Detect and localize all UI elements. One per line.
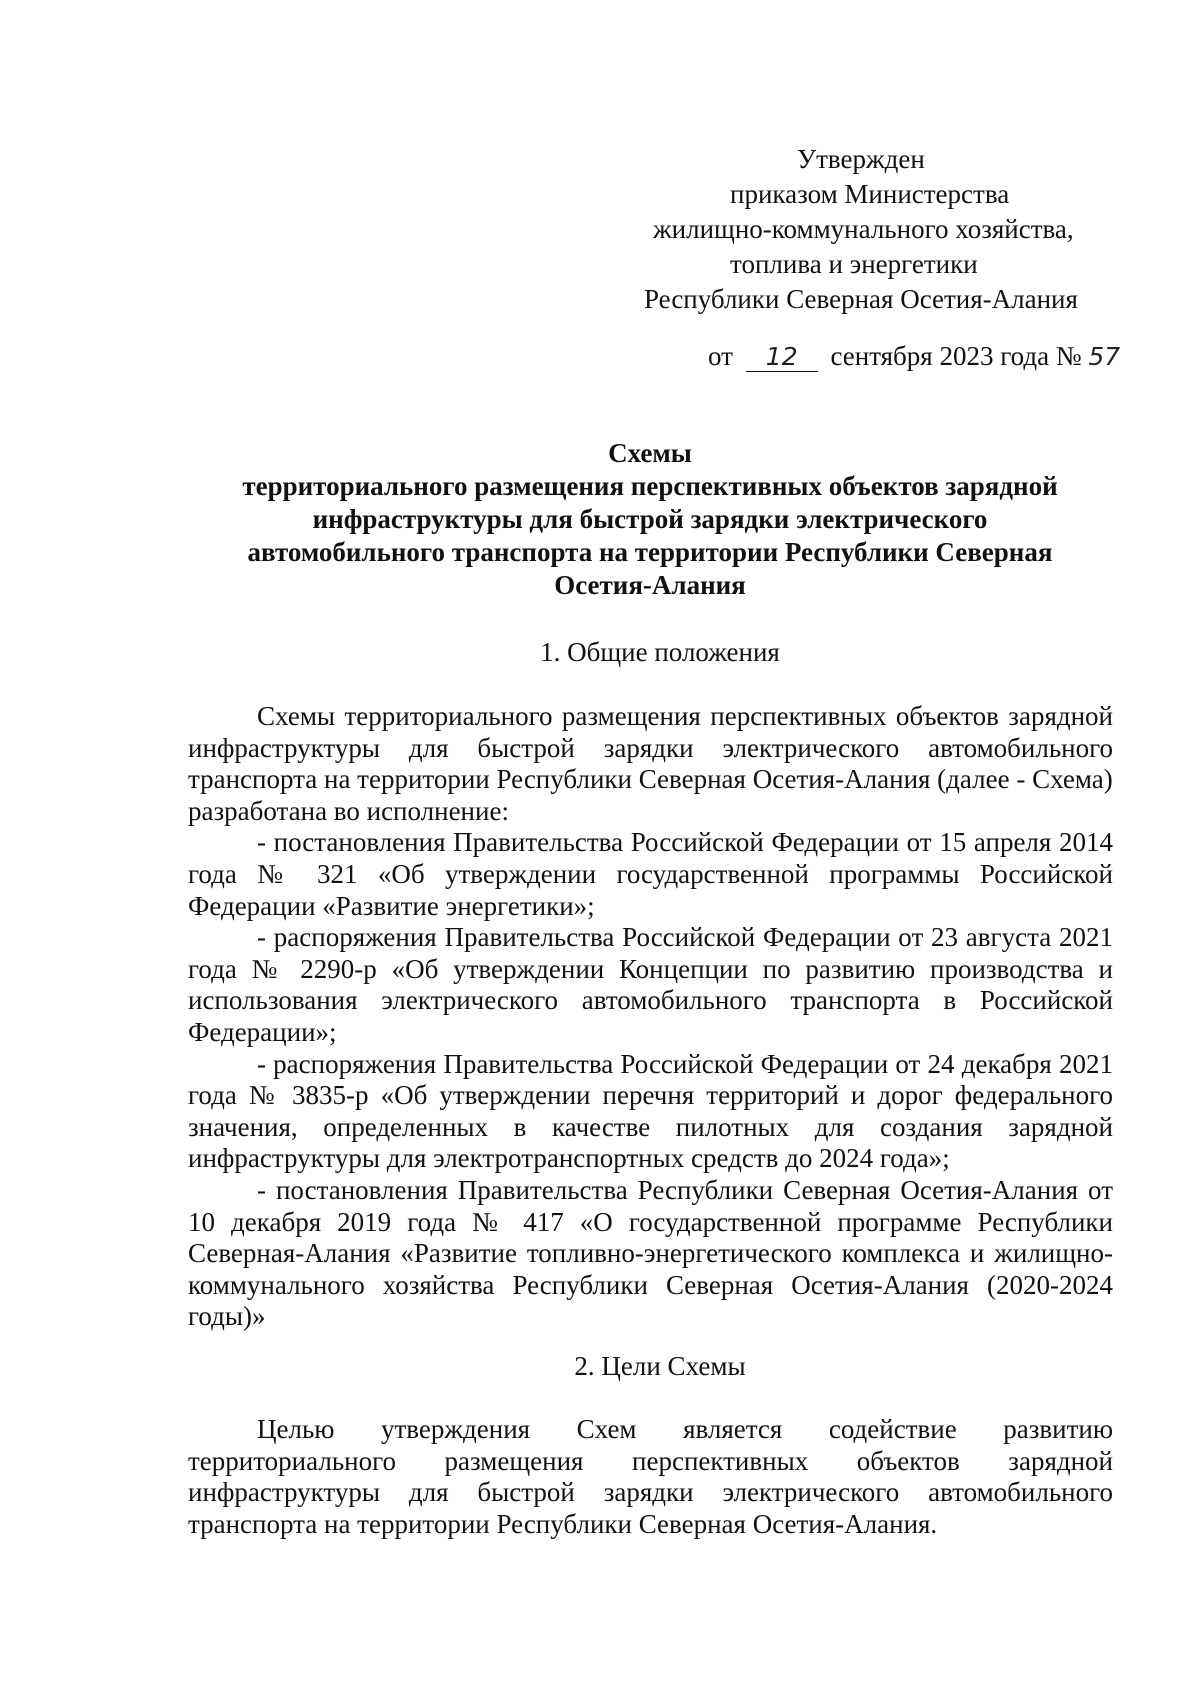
order-day-handwritten: 12 (765, 342, 798, 371)
order-prefix: от (708, 341, 733, 371)
paragraph: - постановления Правительства Российской Федерации от 15 апреля 2014 года № 321 «Об утверждении государственной программы Российской Федерации «Развитие энергетики»; (188, 827, 1113, 921)
paragraph: разработана во исполнение: (188, 795, 509, 826)
paragraph: Целью утверждения Схем является содействие развитию территориального размещения перспективных объектов зарядной инфраструктуры для быстрой зарядки электрического автомобильного транспорта на территории Республики Северная Осетия-Алания. (188, 1414, 1113, 1539)
order-month-year: сентября 2023 года № (830, 341, 1082, 371)
order-date-line (708, 339, 1120, 374)
title-line-1: Схемы (608, 438, 692, 468)
paragraph: - распоряжения Правительства Российской Федерации от 24 декабря 2021 года № 3835-р «Об утверждении перечня территорий и дорог федерального значения, определенных в качестве пилотных для создания зарядной инфраструктуры для электротранспортных средств до 2024 года»; (188, 1048, 1113, 1174)
section-1-body (188, 701, 1113, 1333)
approval-line-order-of-ministry: приказом Министерства (730, 179, 1010, 209)
title-line-3: инфраструктуры для быстрой зарядки электрического (312, 504, 988, 534)
section-2-body (188, 1414, 1113, 1540)
approval-line-approved: Утвержден (797, 144, 925, 174)
paragraph: - постановления Правительства Республики Северная Осетия-Алания от 10 декабря 2019 года № 417 «О государственной программе Республики Северная-Алания «Развитие топливно-энергетического комплекса и жилищно-коммунального хозяйства Республики Северная Осетия-Алания (2020-2024 годы)» (188, 1174, 1113, 1332)
paragraph: - распоряжения Правительства Российской Федерации от 23 августа 2021 года № 2290-р «Об утверждении Концепции по развитию производства и использования электрического автомобильного транспорта в Российской Федерации»; (188, 922, 1113, 1047)
title-line-5: Осетия-Алания (554, 570, 746, 600)
approval-block (600, 142, 1120, 317)
approval-line-housing: жилищно-коммунального хозяйства, (653, 214, 1074, 244)
approval-line-republic: Республики Северная Осетия-Алания (644, 284, 1078, 314)
order-number-handwritten: 57 (1088, 342, 1121, 371)
approval-line-fuel-energy: топлива и энергетики (730, 249, 978, 279)
section-1-heading: 1. Общие положения (540, 637, 780, 667)
section-2-heading: 2. Цели Схемы (574, 1351, 746, 1381)
title-line-2: территориального размещения перспективных объектов зарядной (242, 471, 1058, 501)
order-day-blank (746, 342, 818, 372)
title-line-4: автомобильного транспорта на территории Республики Северная (247, 537, 1053, 567)
document-title (190, 437, 1110, 602)
paragraph: Схемы территориального размещения перспективных объектов зарядной инфраструктуры для быстрой зарядки электрического автомобильного транспорта на территории Республики Северная Осетия-Алания (далее - Схема) (188, 701, 1113, 795)
